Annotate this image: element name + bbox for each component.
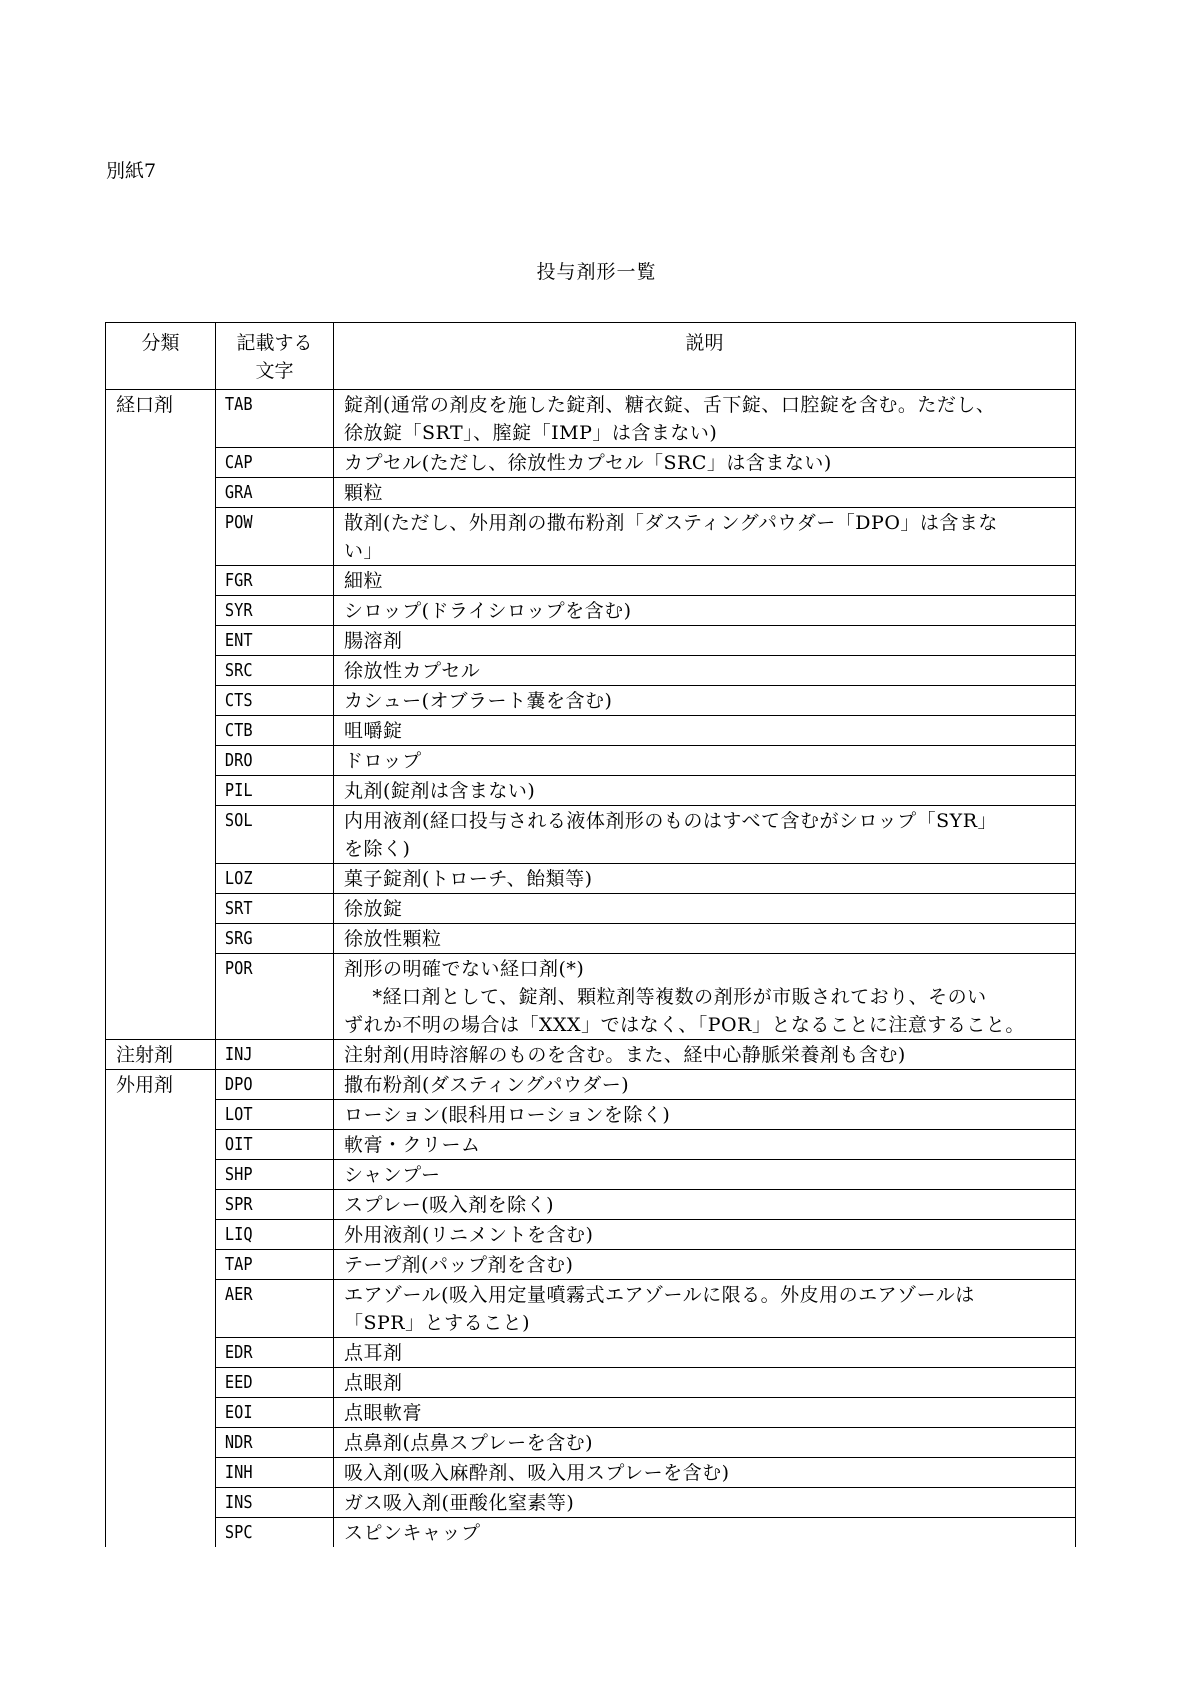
table-row	[106, 746, 1076, 776]
description-line: 徐放錠	[344, 898, 403, 920]
description-cell	[334, 1428, 1076, 1458]
description-cell	[334, 626, 1076, 656]
description-cell	[334, 1458, 1076, 1488]
description-cell	[334, 448, 1076, 478]
description-line: 軟膏・クリーム	[344, 1134, 481, 1156]
table-row	[106, 1428, 1076, 1458]
description-cell	[334, 1280, 1076, 1338]
header-description: 説明	[334, 323, 1076, 390]
description-note-line: *経口剤として、錠剤、顆粒剤等複数の剤形が市販されており、そのい	[372, 986, 987, 1008]
description-line: ガス吸入剤(亜酸化窒素等)	[344, 1492, 575, 1514]
code-cell: EED	[216, 1368, 316, 1398]
description-line: スプレー(吸入剤を除く)	[344, 1194, 555, 1216]
table-row	[106, 894, 1076, 924]
description-line: 「SPR」とすること)	[344, 1312, 531, 1334]
table-row	[106, 1130, 1076, 1160]
description-line: を除く)	[344, 838, 411, 860]
description-cell	[334, 864, 1076, 894]
description-cell	[334, 1190, 1076, 1220]
table-row	[106, 566, 1076, 596]
description-cell	[334, 1368, 1076, 1398]
code-cell: DRO	[216, 746, 316, 776]
code-cell: SRG	[216, 924, 316, 954]
table-row	[106, 716, 1076, 746]
description-line: 注射剤(用時溶解のものを含む。また、経中心静脈栄養剤も含む)	[344, 1044, 906, 1066]
description-cell	[334, 1250, 1076, 1280]
description-line: 徐放性カプセル	[344, 660, 481, 682]
table-row	[106, 806, 1076, 864]
table-row	[106, 596, 1076, 626]
description-line: カプセル(ただし、徐放性カプセル「SRC」は含まない)	[344, 452, 832, 474]
header-code-line1: 記載する	[236, 332, 313, 354]
description-cell	[334, 1220, 1076, 1250]
code-cell: TAB	[216, 390, 316, 448]
description-cell	[334, 746, 1076, 776]
description-line: シャンプー	[344, 1164, 441, 1186]
code-cell: DPO	[216, 1070, 316, 1100]
description-line: 散剤(ただし、外用剤の撒布粉剤「ダスティングパウダー「DPO」は含まな	[344, 512, 998, 534]
description-line: エアゾール(吸入用定量噴霧式エアゾールに限る。外皮用のエアゾールは	[344, 1284, 975, 1306]
description-line: 点眼剤	[344, 1372, 403, 1394]
description-cell	[334, 1070, 1076, 1100]
header-code-line2: 文字	[255, 360, 294, 382]
code-cell: INJ	[216, 1040, 316, 1070]
code-cell: SPR	[216, 1190, 316, 1220]
table-body	[106, 390, 1076, 1548]
header-code	[216, 323, 334, 390]
description-cell	[334, 1338, 1076, 1368]
description-cell	[334, 1040, 1076, 1070]
table-row	[106, 1368, 1076, 1398]
code-cell: SOL	[216, 806, 316, 864]
description-note-line: ずれか不明の場合は「XXX」ではなく、「POR」となることに注意すること。	[344, 1014, 1025, 1036]
description-cell	[334, 478, 1076, 508]
description-line: 丸剤(錠剤は含まない)	[344, 780, 536, 802]
description-cell	[334, 390, 1076, 448]
description-line: 剤形の明確でない経口剤(*)	[344, 958, 585, 980]
code-cell: INH	[216, 1458, 316, 1488]
description-line: 内用液剤(経口投与される液体剤形のものはすべて含むがシロップ「SYR」	[344, 810, 998, 832]
page-title: 投与剤形一覧	[536, 261, 657, 283]
description-cell	[334, 924, 1076, 954]
description-line: 細粒	[344, 570, 384, 592]
description-cell	[334, 1398, 1076, 1428]
description-line: 顆粒	[344, 482, 384, 504]
table-row	[106, 1190, 1076, 1220]
description-cell	[334, 508, 1076, 566]
code-cell: LOZ	[216, 864, 316, 894]
table-row	[106, 1518, 1076, 1548]
description-cell	[334, 596, 1076, 626]
description-line: 菓子錠剤(トローチ、飴類等)	[344, 868, 593, 890]
description-line: テープ剤(パップ剤を含む)	[344, 1254, 574, 1276]
code-cell: ENT	[216, 626, 316, 656]
description-line: 点眼軟膏	[344, 1402, 423, 1424]
category-cell: 注射剤	[106, 1040, 216, 1070]
table-row	[106, 1338, 1076, 1368]
description-line: い」	[344, 540, 384, 562]
description-cell	[334, 716, 1076, 746]
description-line: 徐放錠「SRT」、膣錠「IMP」は含まない)	[344, 422, 718, 444]
category-cell: 経口剤	[106, 390, 216, 1040]
code-cell: INS	[216, 1488, 316, 1518]
code-cell: LIQ	[216, 1220, 316, 1250]
table-row	[106, 1220, 1076, 1250]
code-cell: GRA	[216, 478, 316, 508]
table-row	[106, 1160, 1076, 1190]
description-line: 錠剤(通常の剤皮を施した錠剤、糖衣錠、舌下錠、口腔錠を含む。ただし、	[344, 394, 996, 416]
code-cell: POW	[216, 508, 316, 566]
code-cell: POR	[216, 954, 316, 1040]
table-row	[106, 954, 1076, 1040]
description-line: 咀嚼錠	[344, 720, 403, 742]
code-cell: LOT	[216, 1100, 316, 1130]
code-cell: SPC	[216, 1518, 316, 1548]
description-line: 徐放性顆粒	[344, 928, 442, 950]
table-row	[106, 508, 1076, 566]
description-cell	[334, 954, 1076, 1040]
code-cell: PIL	[216, 776, 316, 806]
category-cell: 外用剤	[106, 1070, 216, 1548]
code-cell: EDR	[216, 1338, 316, 1368]
description-cell	[334, 806, 1076, 864]
table-row	[106, 626, 1076, 656]
code-cell: EOI	[216, 1398, 316, 1428]
description-cell	[334, 566, 1076, 596]
description-line: ドロップ	[344, 750, 422, 772]
code-cell: SRT	[216, 894, 316, 924]
description-cell	[334, 1518, 1076, 1548]
table-row	[106, 656, 1076, 686]
code-cell: NDR	[216, 1428, 316, 1458]
description-cell	[334, 1130, 1076, 1160]
code-cell: SHP	[216, 1160, 316, 1190]
description-cell	[334, 1488, 1076, 1518]
table-row	[106, 1280, 1076, 1338]
table-row	[106, 1070, 1076, 1100]
description-line: シロップ(ドライシロップを含む)	[344, 600, 632, 622]
description-line: カシュー(オブラート嚢を含む)	[344, 690, 613, 712]
description-line: 吸入剤(吸入麻酔剤、吸入用スプレーを含む)	[344, 1462, 730, 1484]
description-cell	[334, 686, 1076, 716]
code-cell: FGR	[216, 566, 316, 596]
table-row	[106, 924, 1076, 954]
attachment-label: 別紙7	[106, 160, 157, 182]
code-cell: CAP	[216, 448, 316, 478]
table-row	[106, 1040, 1076, 1070]
table-row	[106, 776, 1076, 806]
table-row	[106, 1100, 1076, 1130]
table-row	[106, 686, 1076, 716]
description-cell	[334, 656, 1076, 686]
table-header-row	[106, 323, 1076, 390]
table-row	[106, 448, 1076, 478]
code-cell: OIT	[216, 1130, 316, 1160]
description-line: 点耳剤	[344, 1342, 403, 1364]
code-cell: AER	[216, 1280, 316, 1338]
table-row	[106, 1250, 1076, 1280]
description-line: 外用液剤(リニメントを含む)	[344, 1224, 594, 1246]
code-cell: SRC	[216, 656, 316, 686]
code-cell: SYR	[216, 596, 316, 626]
table-row	[106, 1488, 1076, 1518]
description-line: 撒布粉剤(ダスティングパウダー)	[344, 1074, 630, 1096]
code-cell: TAP	[216, 1250, 316, 1280]
description-cell	[334, 894, 1076, 924]
dosage-form-table	[105, 322, 1076, 1547]
table-row	[106, 1458, 1076, 1488]
description-cell	[334, 1100, 1076, 1130]
table-row	[106, 478, 1076, 508]
code-cell: CTB	[216, 716, 316, 746]
description-line: ローション(眼科用ローションを除く)	[344, 1104, 671, 1126]
code-cell: CTS	[216, 686, 316, 716]
table-row	[106, 864, 1076, 894]
description-line: スピンキャップ	[344, 1522, 481, 1544]
header-category: 分類	[106, 323, 216, 390]
table-row	[106, 390, 1076, 448]
table-row	[106, 1398, 1076, 1428]
description-line: 点鼻剤(点鼻スプレーを含む)	[344, 1432, 594, 1454]
description-line: 腸溶剤	[344, 630, 403, 652]
description-cell	[334, 1160, 1076, 1190]
description-cell	[334, 776, 1076, 806]
